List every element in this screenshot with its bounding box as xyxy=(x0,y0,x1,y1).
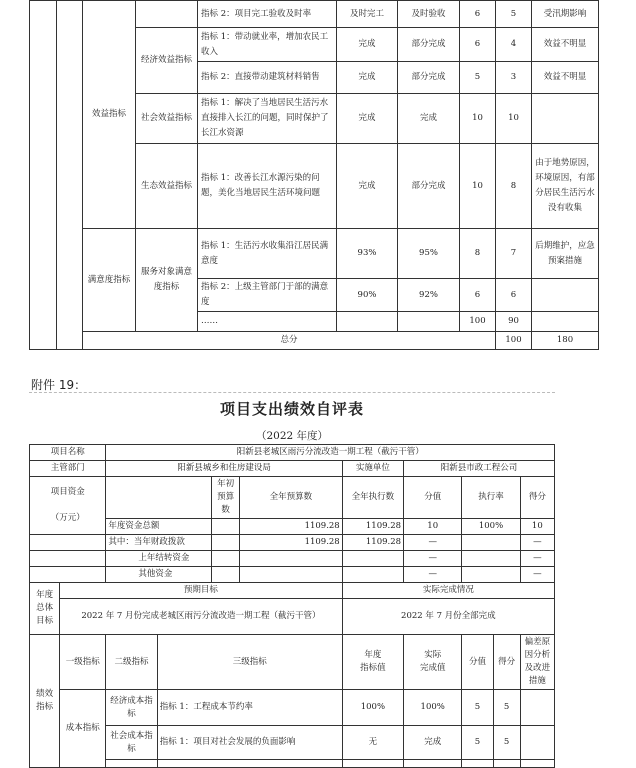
table-row xyxy=(30,635,555,690)
col-score-value: 分值 xyxy=(404,477,462,519)
table-row xyxy=(30,599,555,635)
perf-label: 绩效指标 xyxy=(30,635,60,768)
col-score: 得分 xyxy=(520,477,554,519)
l2-cell xyxy=(136,1,198,28)
table-row xyxy=(30,1,599,28)
score-cell: 8 xyxy=(496,144,532,229)
table-row: 其他资金 — — xyxy=(30,567,555,583)
l3-cell: 指标 1：生活污水收集沿江居民满意度 xyxy=(198,229,337,279)
goal-label: 年度总体目标 xyxy=(30,583,60,635)
actual-cell: 部分完成 xyxy=(398,28,460,62)
form-year: （2022 年度） xyxy=(255,430,329,442)
col-exec-rate: 执行率 xyxy=(462,477,520,519)
h-actual: 实际 完成值 xyxy=(404,635,462,690)
target-cell: 完成 xyxy=(337,62,398,94)
score-cell: 3 xyxy=(496,62,532,94)
table-row xyxy=(30,445,555,461)
l2-cell: 生态效益指标 xyxy=(136,144,198,229)
score-cell: 4 xyxy=(496,28,532,62)
l3-cell: 指标 1：带动就业率，增加农民工收入 xyxy=(198,28,337,62)
form-title: 项目支出绩效自评表 xyxy=(219,400,364,418)
fund-row-label: 年度资金总额 xyxy=(106,519,212,535)
total-score: 180 xyxy=(532,332,599,350)
l3-cell: 指标 1：工程成本节约率 xyxy=(157,690,342,726)
weight-cell: 10 xyxy=(460,144,496,229)
l3-cell: 指标 2：直接带动建筑材料销售 xyxy=(198,62,337,94)
actual-cell: 92% xyxy=(398,279,460,312)
funds-label: 项目资金 （万元） xyxy=(30,477,106,535)
fund-row-label: 其中：当年财政拨款 xyxy=(106,535,212,551)
l3-cell: 指标 2：上级主管部门于部的满意度 xyxy=(198,279,337,312)
fund-row-label: 上年结转资金 xyxy=(106,551,212,567)
target-cell: 完成 xyxy=(337,94,398,144)
actual-cell: 部分完成 xyxy=(398,62,460,94)
weight-cell: 5 xyxy=(460,62,496,94)
col-full-exec: 全年执行数 xyxy=(342,477,403,519)
l2-cell: 经济效益指标 xyxy=(136,28,198,94)
table-row xyxy=(30,461,555,477)
dept-value: 阳新县城乡和住房建设局 xyxy=(106,461,342,477)
h-value: 分值 xyxy=(462,635,493,690)
h-l3: 三级指标 xyxy=(157,635,342,690)
target-cell: 及时完工 xyxy=(337,1,398,28)
l2-cell: 社会成本指标 xyxy=(106,726,157,760)
l3-cell: 指标 1：解决了当地居民生活污水直接排入长江的问题，同时保护了长江水资源 xyxy=(198,94,337,144)
h-year: 年度 指标值 xyxy=(342,635,403,690)
target-cell: 90% xyxy=(337,279,398,312)
note-cell xyxy=(532,312,599,332)
h-l1: 一级指标 xyxy=(60,635,106,690)
expected-value: 2022 年 7 月份完成老城区雨污分流改造一期工程（截污干管） xyxy=(60,599,343,635)
table-row: 社会成本指标 指标 1：项目对社会发展的负面影响 无 完成 5 5 xyxy=(30,726,555,760)
weight-cell: 6 xyxy=(460,1,496,28)
note-cell: 受汛期影响 xyxy=(532,1,599,28)
l3-cell: 指标 2：项目完工验收及时率 xyxy=(198,1,337,28)
actual-cell xyxy=(398,312,460,332)
l2-cell: 服务对象满意度指标 xyxy=(136,229,198,332)
project-name-value: 阳新县老城区雨污分流改造一期工程（截污干管） xyxy=(106,445,555,461)
expected-label: 预期目标 xyxy=(60,583,343,599)
l2-cell: 社会效益指标 xyxy=(136,94,198,144)
attachment-label: 附件 19： xyxy=(31,378,87,392)
note-cell: 效益不明显 xyxy=(532,28,599,62)
note-cell xyxy=(532,279,599,312)
dept-label: 主管部门 xyxy=(30,461,106,477)
weight-cell: 6 xyxy=(460,28,496,62)
l3-cell: …… xyxy=(198,312,337,332)
actual-value: 2022 年 7 月份全部完成 xyxy=(342,599,554,635)
l2-cell: 经济成本指标 xyxy=(106,690,157,726)
table-row xyxy=(30,229,599,279)
weight-cell: 10 xyxy=(460,94,496,144)
score-cell: 6 xyxy=(496,279,532,312)
impl-label: 实施单位 xyxy=(342,461,403,477)
weight-cell: 100 xyxy=(460,312,496,332)
l1-satisfaction-label: 满意度指标 xyxy=(83,229,136,332)
weight-cell: 6 xyxy=(460,279,496,312)
table-row: 年度资金总额 1109.28 1109.28 10 100% 10 xyxy=(30,519,555,535)
target-cell xyxy=(337,312,398,332)
col-full-budget: 全年预算数 xyxy=(240,477,343,519)
note-cell xyxy=(532,94,599,144)
target-cell: 完成 xyxy=(337,28,398,62)
l3-cell: 指标 1：项目对社会发展的负面影响 xyxy=(157,726,342,760)
table-row: 其中：当年财政拨款 1109.28 1109.28 — — xyxy=(30,535,555,551)
table-row: 上年结转资金 — — xyxy=(30,551,555,567)
total-label: 总分 xyxy=(83,332,496,350)
performance-table-continued xyxy=(29,0,599,350)
note-cell: 由于地势原因，环境原因，有部分居民生活污水没有收集 xyxy=(532,144,599,229)
l3-cell: 指标 1：改善长江水源污染的问题，美化当地居民生活环境问题 xyxy=(198,144,337,229)
cost-l1-label: 成本指标 xyxy=(60,690,106,768)
actual-cell: 完成 xyxy=(398,94,460,144)
actual-cell: 95% xyxy=(398,229,460,279)
table-row xyxy=(30,583,555,599)
total-row xyxy=(30,332,599,350)
score-cell: 7 xyxy=(496,229,532,279)
project-name-label: 项目名称 xyxy=(30,445,106,461)
score-cell: 5 xyxy=(496,1,532,28)
fund-row-label: 其他资金 xyxy=(106,567,212,583)
self-evaluation-form xyxy=(29,444,555,768)
weight-cell: 8 xyxy=(460,229,496,279)
table-row xyxy=(30,477,555,519)
h-score: 得分 xyxy=(493,635,520,690)
actual-cell: 部分完成 xyxy=(398,144,460,229)
l1-benefit-label: 效益指标 xyxy=(83,1,136,229)
impl-value: 阳新县市政工程公司 xyxy=(404,461,555,477)
h-l2: 二级指标 xyxy=(106,635,157,690)
h-deviation: 偏差原因分析及改进措施 xyxy=(520,635,554,690)
target-cell: 完成 xyxy=(337,144,398,229)
score-cell: 10 xyxy=(496,94,532,144)
total-weight: 100 xyxy=(496,332,532,350)
actual-label: 实际完成情况 xyxy=(342,583,554,599)
target-cell: 93% xyxy=(337,229,398,279)
col-budget-start: 年初预算数 xyxy=(212,477,240,519)
note-cell: 效益不明显 xyxy=(532,62,599,94)
table-row: 成本指标 经济成本指标 指标 1：工程成本节约率 100% 100% 5 5 xyxy=(30,690,555,726)
note-cell: 后期维护，应急预案措施 xyxy=(532,229,599,279)
table-row xyxy=(30,760,555,768)
score-cell: 90 xyxy=(496,312,532,332)
actual-cell: 及时验收 xyxy=(398,1,460,28)
